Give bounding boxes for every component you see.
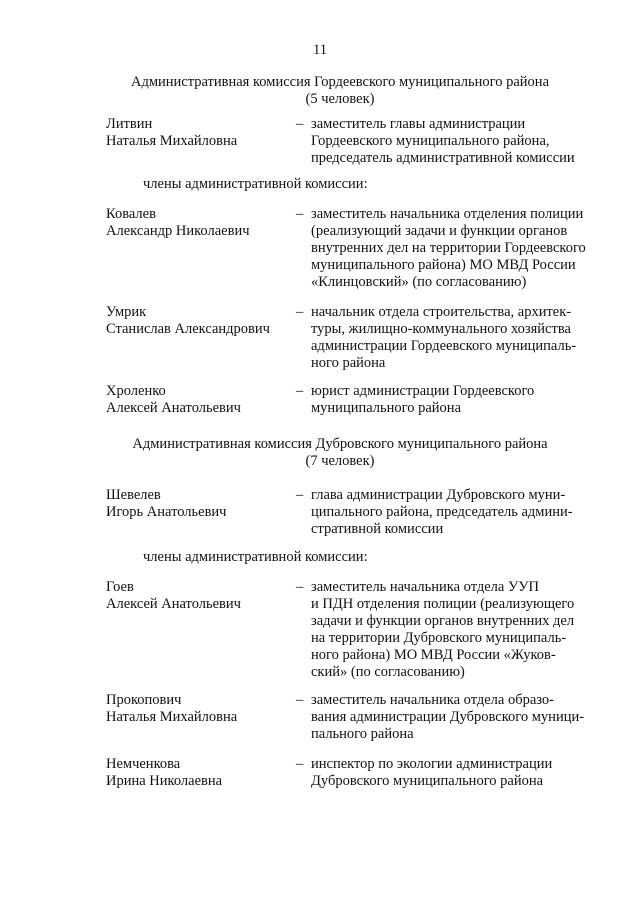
given-name: Александр Николаевич	[106, 223, 250, 239]
given-name: Алексей Анатольевич	[106, 596, 241, 612]
role-line: ский» (по согласованию)	[311, 664, 465, 680]
role-line: «Клинцовский» (по согласованию)	[311, 274, 527, 290]
given-name: Наталья Михайловна	[106, 709, 238, 725]
role-line: председатель административной комиссии	[311, 150, 575, 166]
surname: Хроленко	[106, 383, 166, 399]
role-line: муниципального района	[311, 400, 461, 416]
page-number: 11	[313, 42, 327, 58]
person-role	[311, 383, 611, 417]
dash: –	[296, 579, 304, 595]
person-name	[106, 116, 291, 150]
person-role	[311, 756, 611, 790]
role-line: заместитель начальника отдела УУП	[311, 579, 539, 595]
surname: Прокопович	[106, 692, 182, 708]
dash: –	[296, 383, 304, 399]
role-line: вания администрации Дубровского муници-	[311, 709, 585, 725]
members-label: члены административной комиссии:	[143, 176, 368, 192]
person-role	[311, 487, 611, 538]
person-role	[311, 206, 611, 291]
given-name: Алексей Анатольевич	[106, 400, 241, 416]
dash: –	[296, 692, 304, 708]
role-line: глава администрации Дубровского муни-	[311, 487, 566, 503]
section-heading	[60, 436, 620, 470]
role-line: заместитель главы администрации	[311, 116, 526, 132]
dash: –	[296, 206, 304, 222]
surname: Гоев	[106, 579, 134, 595]
role-line: на территории Дубровского муниципаль-	[311, 630, 567, 646]
person-name	[106, 756, 291, 790]
role-line: муниципального района) МО МВД России	[311, 257, 576, 273]
person-name	[106, 692, 291, 726]
given-name: Наталья Михайловна	[106, 133, 238, 149]
role-line: заместитель начальника отдела образо-	[311, 692, 554, 708]
person-role	[311, 116, 611, 167]
section-count: (5 человек)	[305, 91, 375, 107]
surname: Немченкова	[106, 756, 181, 772]
role-line: туры, жилищно-коммунального хозяйства	[311, 321, 571, 337]
person-name	[106, 579, 291, 613]
role-line: администрации Гордеевского муниципаль-	[311, 338, 577, 354]
given-name: Станислав Александрович	[106, 321, 270, 337]
role-line: ного района) МО МВД России «Жуков-	[311, 647, 556, 663]
person-role	[311, 692, 611, 743]
person-name	[106, 383, 291, 417]
section-title: Административная комиссия Гордеевского муниципального района	[130, 74, 550, 90]
role-line: пального района	[311, 726, 414, 742]
role-line: инспектор по экологии администрации	[311, 756, 553, 772]
role-line: ного района	[311, 355, 386, 371]
person-name	[106, 206, 291, 240]
role-line: и ПДН отделения полиции (реализующего	[311, 596, 575, 612]
surname: Литвин	[106, 116, 153, 132]
role-line: юрист администрации Гордеевского	[311, 383, 535, 399]
dash: –	[296, 487, 304, 503]
person-name	[106, 304, 291, 338]
role-line: стративной комиссии	[311, 521, 444, 537]
role-line: заместитель начальника отделения полиции	[311, 206, 584, 222]
dash: –	[296, 756, 304, 772]
given-name: Ирина Николаевна	[106, 773, 223, 789]
person-name	[106, 487, 291, 521]
given-name: Игорь Анатольевич	[106, 504, 227, 520]
role-line: (реализующий задачи и функции органов	[311, 223, 568, 239]
section-title: Административная комиссия Дубровского муниципального района	[132, 436, 548, 452]
person-role	[311, 579, 611, 681]
surname: Шевелев	[106, 487, 161, 503]
role-line: внутренних дел на территории Гордеевского	[311, 240, 586, 256]
members-label: члены административной комиссии:	[143, 549, 368, 565]
role-line: задачи и функции органов внутренних дел	[311, 613, 575, 629]
role-line: ципального района, председатель админи-	[311, 504, 573, 520]
surname: Ковалев	[106, 206, 156, 222]
section-count: (7 человек)	[305, 453, 375, 469]
person-role	[311, 304, 611, 372]
dash: –	[296, 116, 304, 132]
role-line: Дубровского муниципального района	[311, 773, 544, 789]
section-heading	[60, 74, 620, 108]
role-line: начальник отдела строительства, архитек-	[311, 304, 572, 320]
role-line: Гордеевского муниципального района,	[311, 133, 550, 149]
dash: –	[296, 304, 304, 320]
surname: Умрик	[106, 304, 147, 320]
